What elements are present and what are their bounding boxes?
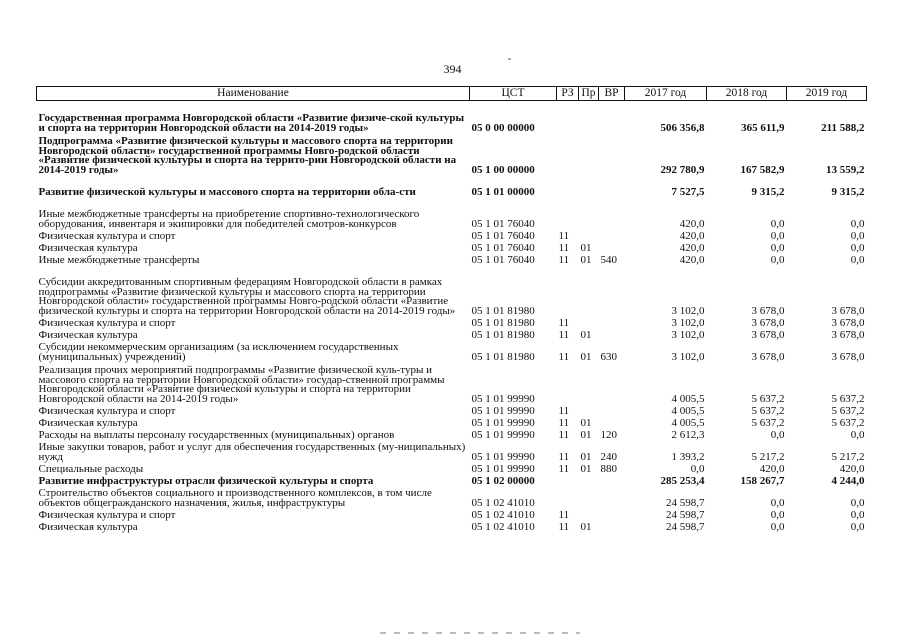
cell-cst: 05 1 01 99990 (471, 450, 535, 463)
cell-cst: 05 1 02 00000 (471, 474, 535, 487)
cell-rz: 11 (558, 241, 570, 254)
table-row (37, 486, 867, 508)
cell-pr (579, 229, 599, 241)
cell-name: Субсидии аккредитованным спортивным федерациям Новгородской области в рамках подпрограммы «Развитие физической культуры и массового спорта на территории Новгородской области» государственной программы Новго-родской области «Развитие физической культуры и спорта на территории Новгородской области на 2014-2019 годы» (38, 276, 456, 317)
cell-cst: 05 1 02 41010 (471, 520, 535, 533)
cell-cst: 05 1 01 76040 (471, 253, 535, 266)
cell-y2017: 2 612,3 (671, 428, 705, 441)
cell-y2017: 420,0 (679, 241, 705, 254)
cell-pr: 01 (580, 253, 592, 266)
cell-vr (599, 197, 625, 229)
cell-y2019: 5 217,2 (831, 450, 865, 463)
cell-pr: 01 (580, 462, 592, 475)
cell-y2018: 5 637,2 (751, 416, 785, 429)
table-row (37, 340, 867, 362)
cell-y2017: 420,0 (679, 217, 705, 230)
cell-y2019: 211 588,2 (821, 121, 865, 134)
cell-cst: 05 1 01 81980 (471, 304, 535, 317)
cell-pr (579, 197, 599, 229)
header-2017: 2017 год (625, 87, 707, 101)
cell-cst: 05 1 01 76040 (471, 229, 535, 242)
cell-vr (599, 241, 625, 253)
cell-cst: 05 1 01 99990 (471, 416, 535, 429)
cell-vr (599, 416, 625, 428)
cell-y2019: 0,0 (850, 520, 865, 533)
cell-cst: 05 1 01 99990 (471, 392, 535, 405)
cell-y2018: 158 267,7 (740, 474, 785, 487)
cell-rz: 11 (558, 508, 570, 521)
cell-y2017: 3 102,0 (671, 350, 705, 363)
cell-rz: 11 (558, 328, 570, 341)
header-2019: 2019 год (787, 87, 867, 101)
cell-cst: 05 1 01 76040 (471, 217, 535, 230)
cell-y2018: 0,0 (770, 217, 785, 230)
cell-pr (579, 404, 599, 416)
cell-cst: 05 1 01 99990 (471, 462, 535, 475)
cell-vr: 630 (600, 350, 617, 363)
cell-vr (599, 508, 625, 520)
cell-name: Физическая культура (38, 241, 138, 254)
cell-rz (557, 197, 579, 229)
cell-y2019: 0,0 (850, 217, 865, 230)
cell-name: Государственная программа Новгородской области «Развитие физиче-ской культуры и спорта на территории Новгородской области на 2014-2019 годы» (38, 112, 465, 134)
cell-vr (599, 474, 625, 486)
cell-y2017: 420,0 (679, 229, 705, 242)
cell-name: Иные межбюджетные трансферты (38, 253, 200, 266)
cell-name: Иные закупки товаров, работ и услуг для обеспечения государственных (му-ниципальных) нужд (38, 441, 466, 463)
cell-y2017: 7 527,5 (671, 185, 705, 198)
cell-name: Расходы на выплаты персоналу государственных (муниципальных) органов (38, 428, 395, 441)
cell-cst: 05 1 01 81980 (471, 328, 535, 341)
cell-pr: 01 (580, 520, 592, 533)
cell-y2019: 0,0 (850, 508, 865, 521)
cell-pr (579, 474, 599, 486)
cell-y2017: 292 780,9 (660, 163, 705, 176)
cell-cst: 05 1 02 41010 (471, 508, 535, 521)
cell-name: Развитие физической культуры и массового спорта на территории обла-сти (38, 185, 416, 198)
cell-y2018: 0,0 (770, 229, 785, 242)
cell-rz (557, 101, 579, 134)
table-row (37, 316, 867, 328)
cell-y2017: 1 393,2 (671, 450, 705, 463)
cell-name: Строительство объектов социального и производственного комплексов, в том числе объектов общегражданского назначения, жилья, инфраструктуры (38, 487, 432, 509)
cell-vr (599, 328, 625, 340)
cell-y2018: 420,0 (759, 462, 785, 475)
cell-y2018: 5 637,2 (751, 392, 785, 405)
cell-y2018: 5 637,2 (751, 404, 785, 417)
scan-speck (508, 58, 511, 60)
cell-y2017: 4 005,5 (671, 392, 705, 405)
cell-vr: 540 (600, 253, 617, 266)
cell-pr: 01 (580, 328, 592, 341)
cell-y2018: 3 678,0 (751, 316, 785, 329)
cell-y2019: 13 559,2 (826, 163, 865, 176)
scan-artifact (380, 632, 580, 634)
cell-y2019: 3 678,0 (831, 328, 865, 341)
cell-y2019: 0,0 (850, 496, 865, 509)
cell-y2018: 167 582,9 (740, 163, 785, 176)
table-row (37, 440, 867, 462)
cell-vr (599, 520, 625, 532)
cell-name: Физическая культура (38, 416, 138, 429)
cell-cst: 05 1 02 41010 (471, 496, 535, 509)
cell-y2019: 9 315,2 (831, 185, 865, 198)
table-row (37, 265, 867, 316)
table-row (37, 428, 867, 440)
cell-y2019: 3 678,0 (831, 316, 865, 329)
cell-y2017: 285 253,4 (660, 474, 705, 487)
cell-name: Подпрограмма «Развитие физической культуры и массового спорта на территории Новгородской области» государственной программы Новго-родской области «Развитие физической культуры и спорта на террито-рии Новгородской области на 2014-2019 годы» (38, 135, 457, 176)
cell-y2017: 24 598,7 (666, 496, 705, 509)
cell-rz: 11 (558, 253, 570, 266)
cell-name: Субсидии некоммерческим организациям (за исключением государственных (муниципальных) учреждений) (38, 341, 399, 363)
cell-pr (579, 508, 599, 520)
cell-name: Реализация прочих мероприятий подпрограммы «Развитие физической куль-туры и массового спорта на территории Новгородской области» государ-ственной программы Новгородской области «Развитие физической культуры и спорта на территории Новгородской области на 2014-2019 годы» (38, 364, 445, 405)
cell-vr (599, 486, 625, 508)
cell-y2017: 3 102,0 (671, 316, 705, 329)
cell-pr: 01 (580, 450, 592, 463)
cell-cst: 05 1 01 00000 (471, 185, 535, 198)
table-row (37, 175, 867, 197)
cell-y2019: 5 637,2 (831, 416, 865, 429)
cell-pr (579, 133, 599, 175)
cell-pr: 01 (580, 241, 592, 254)
cell-rz (557, 474, 579, 486)
cell-vr: 120 (600, 428, 617, 441)
cell-y2017: 4 005,5 (671, 404, 705, 417)
cell-y2018: 9 315,2 (751, 185, 785, 198)
cell-pr: 01 (580, 416, 592, 429)
cell-rz: 11 (558, 450, 570, 463)
cell-y2019: 0,0 (850, 253, 865, 266)
cell-name: Физическая культура и спорт (38, 404, 176, 417)
cell-y2019: 3 678,0 (831, 304, 865, 317)
table-body (37, 101, 867, 533)
cell-rz: 11 (558, 404, 570, 417)
cell-y2019: 420,0 (839, 462, 865, 475)
cell-rz: 11 (558, 462, 570, 475)
table-header-row (37, 87, 867, 101)
table-row (37, 197, 867, 229)
cell-y2017: 0,0 (690, 462, 705, 475)
table-row (37, 520, 867, 532)
cell-cst: 05 0 00 00000 (471, 121, 535, 134)
table-row (37, 328, 867, 340)
cell-pr (579, 175, 599, 197)
table-row (37, 404, 867, 416)
header-cst: ЦСТ (470, 87, 557, 101)
cell-rz: 11 (558, 428, 570, 441)
cell-rz (557, 175, 579, 197)
cell-y2018: 0,0 (770, 496, 785, 509)
cell-pr (579, 101, 599, 134)
cell-pr (579, 316, 599, 328)
cell-y2019: 3 678,0 (831, 350, 865, 363)
cell-vr (599, 229, 625, 241)
cell-vr (599, 101, 625, 134)
cell-y2018: 0,0 (770, 253, 785, 266)
cell-pr (579, 486, 599, 508)
header-pr: Пр (579, 87, 599, 101)
cell-cst: 05 1 01 76040 (471, 241, 535, 254)
table-row (37, 101, 867, 134)
header-vr: ВР (599, 87, 625, 101)
cell-vr (599, 133, 625, 175)
cell-y2019: 0,0 (850, 428, 865, 441)
cell-rz (557, 265, 579, 316)
cell-y2017: 3 102,0 (671, 328, 705, 341)
cell-cst: 05 1 01 99990 (471, 428, 535, 441)
cell-rz (557, 486, 579, 508)
cell-name: Физическая культура и спорт (38, 229, 176, 242)
cell-name: Физическая культура и спорт (38, 508, 176, 521)
cell-y2017: 506 356,8 (660, 121, 705, 134)
cell-y2019: 5 637,2 (831, 404, 865, 417)
cell-y2018: 3 678,0 (751, 328, 785, 341)
cell-vr: 880 (600, 462, 617, 475)
cell-vr (599, 316, 625, 328)
cell-rz: 11 (558, 350, 570, 363)
cell-name: Развитие инфраструктуры отрасли физической культуры и спорта (38, 474, 374, 487)
cell-y2019: 4 244,0 (831, 474, 865, 487)
table-row (37, 462, 867, 474)
header-name: Наименование (37, 87, 470, 101)
header-2018: 2018 год (707, 87, 787, 101)
cell-cst: 05 1 01 99990 (471, 404, 535, 417)
cell-cst: 05 1 01 81980 (471, 316, 535, 329)
cell-name: Физическая культура (38, 328, 138, 341)
header-rz: РЗ (557, 87, 579, 101)
cell-pr: 01 (580, 350, 592, 363)
table-row (37, 416, 867, 428)
cell-y2017: 3 102,0 (671, 304, 705, 317)
cell-pr (579, 265, 599, 316)
cell-y2019: 5 637,2 (831, 392, 865, 405)
table-row (37, 362, 867, 404)
cell-rz (557, 133, 579, 175)
cell-y2018: 0,0 (770, 520, 785, 533)
cell-rz: 11 (558, 229, 570, 242)
table-row (37, 241, 867, 253)
cell-name: Иные межбюджетные трансферты на приобретение спортивно-технологического оборудования, инвентаря и экипировки для победителей смотров-конкурсов (38, 208, 420, 230)
cell-y2018: 5 217,2 (751, 450, 785, 463)
cell-y2017: 24 598,7 (666, 508, 705, 521)
cell-pr (579, 362, 599, 404)
cell-y2018: 3 678,0 (751, 304, 785, 317)
cell-vr: 240 (600, 450, 617, 463)
cell-vr (599, 175, 625, 197)
cell-y2019: 0,0 (850, 241, 865, 254)
cell-y2017: 24 598,7 (666, 520, 705, 533)
cell-y2018: 0,0 (770, 508, 785, 521)
cell-name: Специальные расходы (38, 462, 144, 475)
cell-y2018: 3 678,0 (751, 350, 785, 363)
cell-rz (557, 362, 579, 404)
table-row (37, 229, 867, 241)
table-row (37, 508, 867, 520)
cell-cst: 05 1 01 81980 (471, 350, 535, 363)
table-row (37, 474, 867, 486)
page-number: 394 (443, 62, 462, 76)
cell-name: Физическая культура и спорт (38, 316, 176, 329)
cell-vr (599, 265, 625, 316)
cell-y2018: 365 611,9 (741, 121, 785, 134)
cell-rz: 11 (558, 316, 570, 329)
cell-name: Физическая культура (38, 520, 138, 533)
cell-y2017: 420,0 (679, 253, 705, 266)
cell-vr (599, 362, 625, 404)
budget-table (36, 86, 867, 532)
cell-y2019: 0,0 (850, 229, 865, 242)
cell-pr: 01 (580, 428, 592, 441)
table-row (37, 253, 867, 265)
cell-y2018: 0,0 (770, 428, 785, 441)
cell-y2017: 4 005,5 (671, 416, 705, 429)
cell-y2018: 0,0 (770, 241, 785, 254)
cell-rz: 11 (558, 416, 570, 429)
cell-rz: 11 (558, 520, 570, 533)
cell-cst: 05 1 00 00000 (471, 163, 535, 176)
table-row (37, 133, 867, 175)
cell-vr (599, 404, 625, 416)
